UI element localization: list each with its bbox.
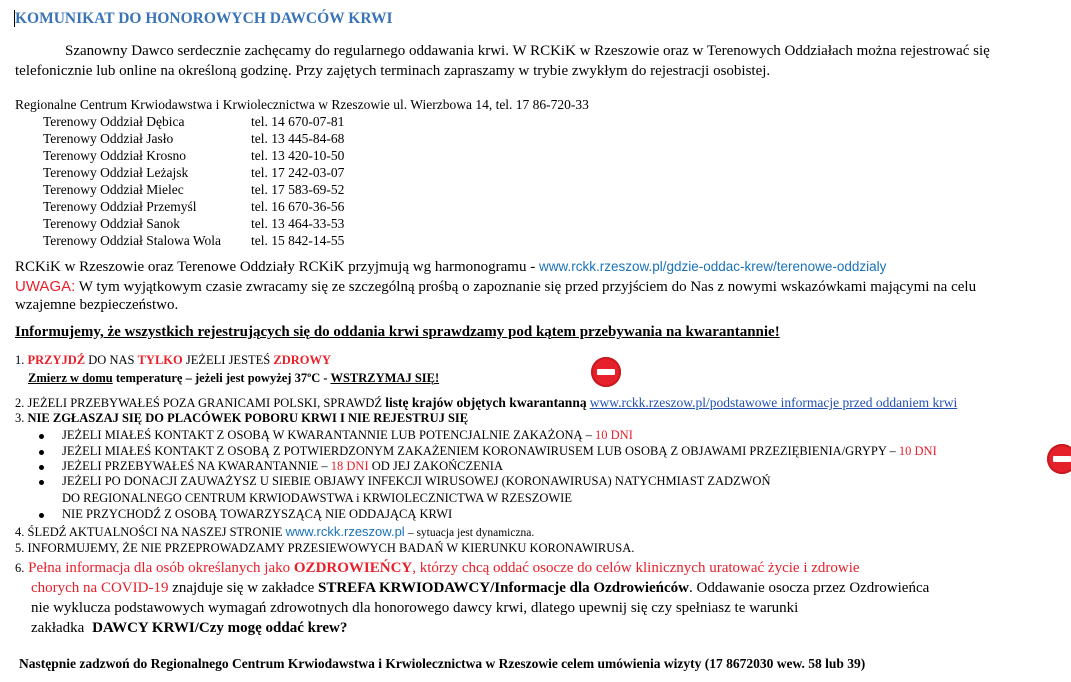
item-number: 2. xyxy=(15,396,25,410)
item-6-zone: STREFA KRWIODAWCY/Informacje dla Ozdrowieńców xyxy=(317,580,689,596)
item-6-convalescents: OZDROWIEŃCY xyxy=(293,560,413,576)
branch-phone: tel. 13 420-10-50 xyxy=(251,148,345,163)
schedule-text: RCKiK w Rzeszowie oraz Terenowe Oddziały RCKiK przyjmują wg harmonogramu - xyxy=(15,259,536,275)
intro-paragraph xyxy=(15,41,990,61)
bullet-item xyxy=(62,428,633,443)
quarantine-notice: Informujemy, że wszystkich rejestrujących się do oddania krwi sprawdzamy pod kątem przebywania na kwarantannie! xyxy=(15,324,780,340)
intro-line-2: telefonicznie lub online na określoną godzinę. Przy zajętych terminach zapraszamy w trybie zwykłym do rejestracji osobistej. xyxy=(15,63,771,79)
item-6-red-text: , którzy chcą oddać osocze do celów klinicznych uratować życie i zdrowie xyxy=(412,560,860,576)
warning-text: W tym wyjątkowym czasie zwracamy się ze szczególną prośbą o zapoznanie się przed przyjściem do Nas z nowymi wskazówkami mającymi na celu xyxy=(78,279,977,295)
item-6-line-4 xyxy=(31,620,347,637)
bullet-days: 10 DNI xyxy=(898,444,937,458)
branch-name: Terenowy Oddział Dębica xyxy=(43,114,185,129)
bullet-text: NIE PRZYCHODŹ Z OSOBĄ TOWARZYSZĄCĄ NIE ODDAJĄCĄ KRWI xyxy=(62,507,453,521)
bullet-item xyxy=(62,474,771,489)
branch-name: Terenowy Oddział Leżajsk xyxy=(43,165,189,180)
branch-name: Terenowy Oddział Przemyśl xyxy=(43,199,197,214)
item-number: 5. xyxy=(15,541,25,555)
item-1-sub xyxy=(28,371,439,386)
bullet-dot xyxy=(39,480,44,485)
item-5-text: INFORMUJEMY, ŻE NIE PRZEPROWADZAMY PRZESIEWOWYCH BADAŃ W KIERUNKU KORONAWIRUSA. xyxy=(27,541,635,555)
item-2 xyxy=(15,395,957,411)
bullet-text: JEŻELI MIAŁEŚ KONTAKT Z OSOBĄ W KWARANTANNIE LUB POTENCJALNIE ZAKAŻONĄ – xyxy=(62,428,592,442)
item-4-link[interactable]: www.rckk.rzeszow.pl xyxy=(285,524,405,539)
branch-name: Terenowy Oddział Stalowa Wola xyxy=(43,233,222,248)
branch-name: Terenowy Oddział Mielec xyxy=(43,182,184,197)
item-6-red-text: Pełna informacja dla osób określanych jako xyxy=(28,560,291,576)
no-entry-icon xyxy=(1047,444,1071,474)
item-1-stop: WSTRZYMAJ SIĘ! xyxy=(330,371,440,385)
warning-label: UWAGA: xyxy=(15,278,76,295)
item-1-come: PRZYJDŹ xyxy=(27,353,86,367)
item-1-text: JEŻELI JESTEŚ xyxy=(185,353,271,367)
item-4-text: ŚLEDŹ AKTUALNOŚCI NA NASZEJ STRONIE xyxy=(27,525,283,539)
item-number: 4. xyxy=(15,525,25,539)
schedule-link[interactable]: www.rckk.rzeszow.pl/gdzie-oddac-krew/terenowe-oddzialy xyxy=(538,259,887,274)
item-1-healthy: ZDROWY xyxy=(273,353,332,367)
branch-phone: tel. 17 242-03-07 xyxy=(251,165,345,180)
bullet-dot xyxy=(39,465,44,470)
item-4-after: – sytuacja jest dynamiczna. xyxy=(407,527,535,539)
bullet-text: JEŻELI MIAŁEŚ KONTAKT Z OSOBĄ Z POTWIERDZONYM ZAKAŻENIEM KORONAWIRUSEM LUB OSOBĄ Z OBJAWAMI PRZEZIĘBIENIA/GRYPY – xyxy=(62,444,896,458)
item-3-text: NIE ZGŁASZAJ SIĘ DO PLACÓWEK POBORU KRWI I NIE REJESTRUJ SIĘ xyxy=(27,411,469,425)
item-6-text: . Oddawanie osocza przez Ozdrowieńca xyxy=(688,580,930,596)
item-1 xyxy=(15,353,331,368)
bullet-item xyxy=(62,459,503,474)
item-1-temperature: temperaturę – jeżeli jest powyżej 37ºC - xyxy=(115,371,328,385)
schedule-line xyxy=(15,259,886,276)
item-3-continuation: DO REGIONALNEGO CENTRUM KRWIODAWSTWA i KRWIOLECZNICTWA W RZESZOWIE xyxy=(62,491,572,505)
branch-phone: tel. 14 670-07-81 xyxy=(251,114,345,129)
branch-phone: tel. 15 842-14-55 xyxy=(251,233,345,248)
bullet-dot xyxy=(39,513,44,518)
page-title: KOMUNIKAT DO HONOROWYCH DAWCÓW KRWI xyxy=(15,10,393,27)
item-2-link[interactable]: www.rckk.rzeszow.pl/podstawowe informacje przed oddaniem krwi xyxy=(589,395,958,410)
warning-line-1 xyxy=(15,278,976,296)
item-6-line-1 xyxy=(15,560,860,577)
bullet-days: 18 DNI xyxy=(330,459,369,473)
bullet-text: JEŻELI PO DONACJI ZAUWAŻYSZ U SIEBIE OBJAWY INFEKCJI WIRUSOWEJ (KORONAWIRUSA) NATYCHMIAST ZADZWOŃ xyxy=(62,474,771,488)
branch-phone: tel. 13 445-84-68 xyxy=(251,131,345,146)
branch-phone: tel. 17 583-69-52 xyxy=(251,182,345,197)
item-6-line-2 xyxy=(31,580,929,597)
bullet-item xyxy=(62,444,937,459)
item-3 xyxy=(15,411,468,426)
item-1-text: DO NAS xyxy=(88,353,135,367)
branch-name: Terenowy Oddział Sanok xyxy=(43,216,181,231)
no-entry-icon xyxy=(591,357,621,387)
item-4 xyxy=(15,524,534,540)
item-number: 6. xyxy=(15,561,25,575)
item-number: 3. xyxy=(15,411,25,425)
item-1-only: TYLKO xyxy=(137,353,183,367)
item-2-countries: listę krajów objętych kwarantanną xyxy=(385,395,587,410)
footer-call: Następnie zadzwoń do Regionalnego Centrum Krwiodawstwa i Krwiolecznictwa w Rzeszowie celem umówienia wizyty (17 8672030 wew. 58 lub 39) xyxy=(19,656,866,671)
item-6-line-3: nie wyklucza podstawowych wymagań zdrowotnych dla honorowego dawcy krwi, dlatego upewnij się czy spełniasz te warunki xyxy=(31,600,799,616)
bullet-text: JEŻELI PRZEBYWAŁEŚ NA KWARANTANNIE – xyxy=(62,459,328,473)
item-6-covid: chorych na COVID-19 xyxy=(31,580,169,596)
item-5 xyxy=(15,541,634,556)
intro-line-1: Szanowny Dawco serdecznie zachęcamy do regularnego oddawania krwi. W RCKiK w Rzeszowie oraz w Terenowych Oddziałach można rejestrować się xyxy=(65,43,990,59)
branch-phone: tel. 13 464-33-53 xyxy=(251,216,345,231)
branch-phone: tel. 16 670-36-56 xyxy=(251,199,345,214)
center-address: Regionalne Centrum Krwiodawstwa i Krwiolecznictwa w Rzeszowie ul. Wierzbowa 14, tel. 17 86-720-33 xyxy=(15,97,589,112)
item-6-tab: zakładka xyxy=(31,620,85,636)
item-number: 1. xyxy=(15,353,25,367)
item-2-text: JEŻELI PRZEBYWAŁEŚ POZA GRANICAMI POLSKI, SPRAWDŹ xyxy=(27,396,383,410)
item-1-measure: Zmierz w domu xyxy=(28,371,113,385)
bullet-dot xyxy=(39,434,44,439)
bullet-dot xyxy=(39,450,44,455)
branch-name: Terenowy Oddział Jasło xyxy=(43,131,174,146)
item-6-text: znajduje się w zakładce xyxy=(172,580,315,596)
bullet-days: 10 DNI xyxy=(595,428,633,442)
warning-line-2: wzajemne bezpieczeństwo. xyxy=(15,297,179,313)
item-6-donor-tab: DAWCY KRWI/Czy mogę oddać krew? xyxy=(92,620,348,636)
bullet-after: OD JEJ ZAKOŃCZENIA xyxy=(371,459,503,473)
branch-name: Terenowy Oddział Krosno xyxy=(43,148,187,163)
bullet-item xyxy=(62,507,452,522)
